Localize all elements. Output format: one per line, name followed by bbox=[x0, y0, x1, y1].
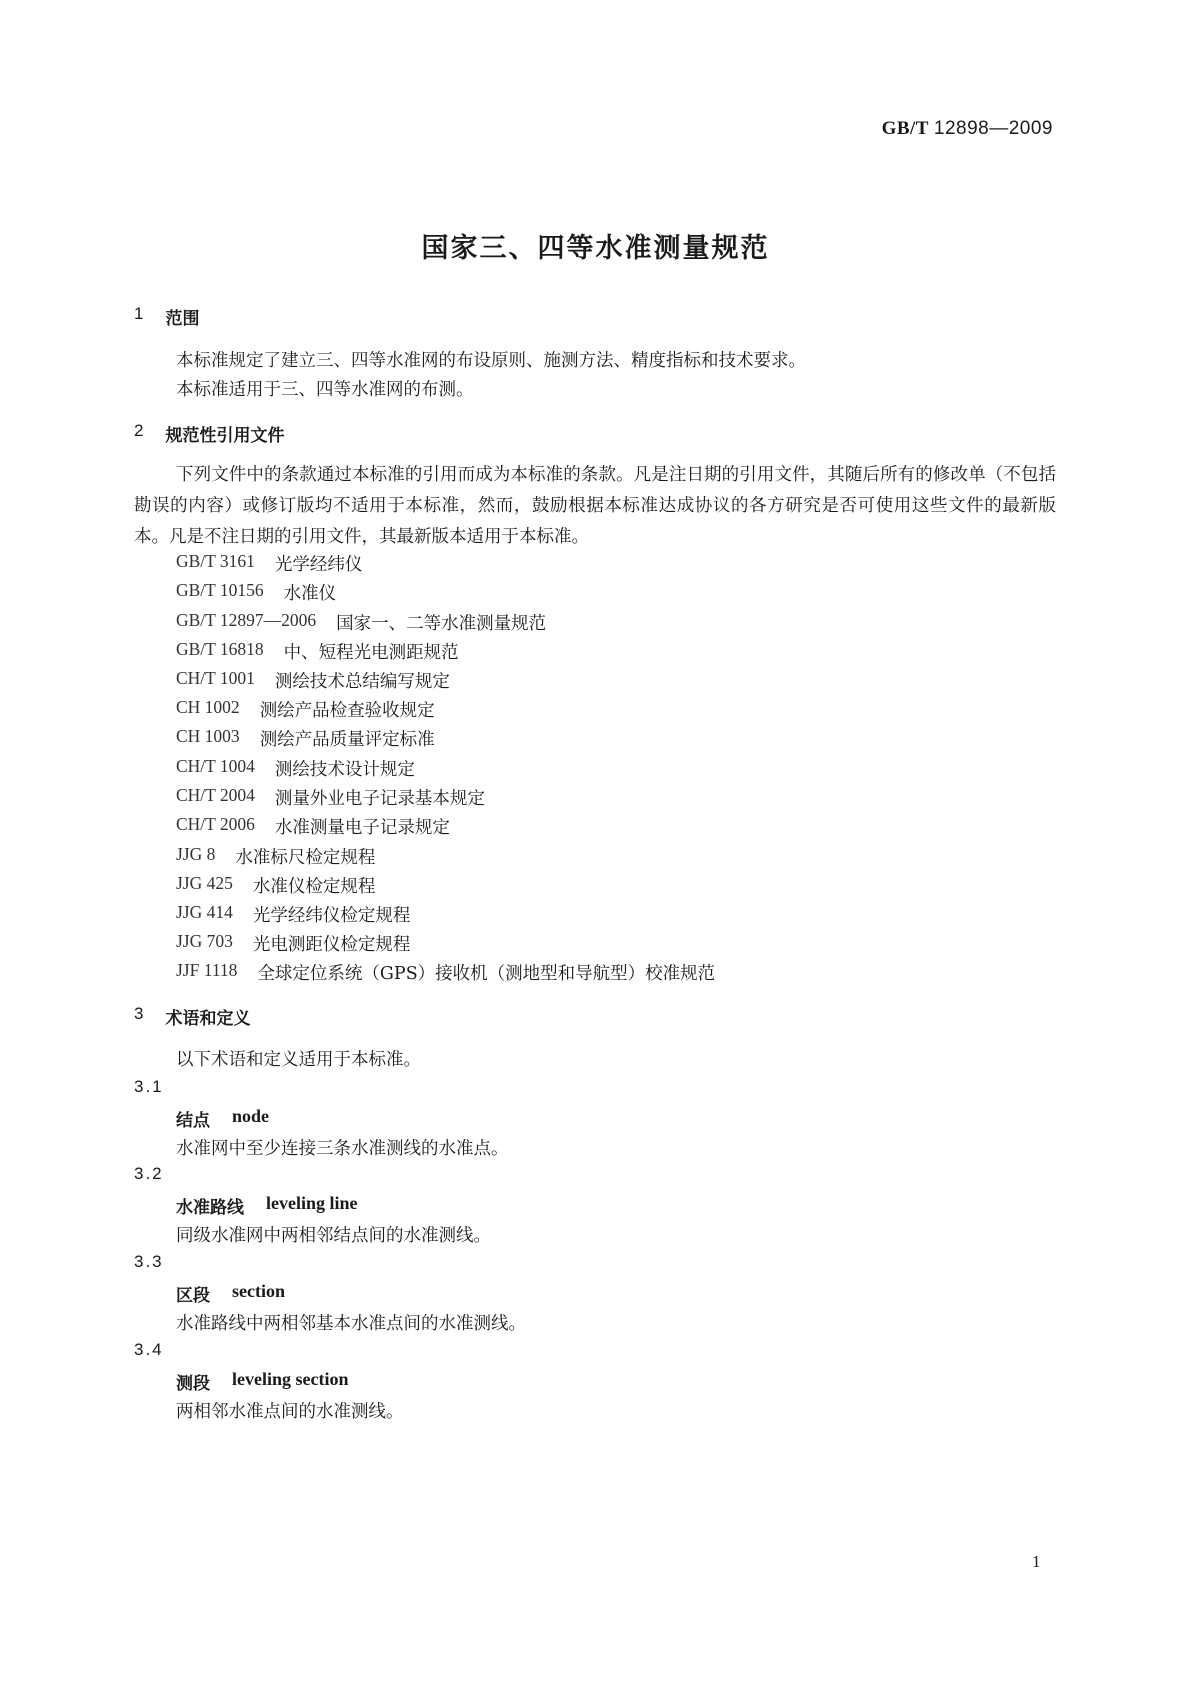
reference-code: CH/T 2006 bbox=[176, 814, 255, 834]
standard-code bbox=[882, 118, 1053, 140]
term-english: leveling section bbox=[232, 1369, 349, 1389]
term-english: section bbox=[232, 1281, 285, 1301]
reference-item bbox=[176, 668, 450, 693]
reference-item bbox=[176, 814, 450, 839]
term-heading bbox=[176, 1281, 285, 1306]
reference-code: CH 1003 bbox=[176, 726, 240, 746]
term-heading bbox=[176, 1369, 348, 1394]
reference-item bbox=[176, 931, 410, 956]
reference-item bbox=[176, 756, 415, 781]
reference-item bbox=[176, 785, 485, 810]
section-number: 2 bbox=[134, 421, 144, 440]
reference-item bbox=[176, 639, 459, 664]
term-english: leveling line bbox=[266, 1193, 358, 1213]
term-heading bbox=[176, 1193, 358, 1218]
reference-title: 水准标尺检定规程 bbox=[235, 848, 376, 868]
reference-code: GB/T 10156 bbox=[176, 580, 264, 600]
section-number: 3 bbox=[134, 1004, 144, 1023]
section-number: 1 bbox=[134, 304, 144, 323]
term-chinese: 结点 bbox=[176, 1111, 210, 1131]
reference-title: 水准仪检定规程 bbox=[252, 877, 376, 897]
section-heading-normative bbox=[134, 421, 284, 446]
scope-paragraph-1: 本标准规定了建立三、四等水准网的布设原则、施测方法、精度指标和技术要求。 bbox=[176, 351, 806, 371]
page-number: 1 bbox=[1032, 1552, 1041, 1571]
reference-item bbox=[176, 551, 362, 576]
standard-prefix: GB/T bbox=[881, 118, 929, 139]
reference-title: 测绘技术总结编写规定 bbox=[274, 672, 450, 692]
reference-code: GB/T 3161 bbox=[176, 551, 255, 571]
reference-title: 光学经纬仪 bbox=[274, 555, 363, 575]
reference-code: GB/T 16818 bbox=[176, 639, 264, 659]
reference-code: JJF 1118 bbox=[176, 960, 238, 980]
section-heading-scope bbox=[134, 304, 199, 329]
term-definition: 水准路线中两相邻基本水准点间的水准测线。 bbox=[176, 1314, 526, 1334]
reference-item bbox=[176, 610, 546, 635]
reference-code: CH 1002 bbox=[176, 697, 240, 717]
reference-code: CH/T 1001 bbox=[176, 668, 255, 688]
term-chinese: 测段 bbox=[176, 1374, 210, 1394]
reference-item bbox=[176, 697, 435, 722]
reference-code: GB/T 12897—2006 bbox=[176, 610, 317, 630]
section-title: 术语和定义 bbox=[165, 1009, 251, 1029]
section-title: 规范性引用文件 bbox=[165, 426, 285, 446]
reference-title: 水准测量电子记录规定 bbox=[274, 818, 450, 838]
term-definition: 两相邻水准点间的水准测线。 bbox=[176, 1402, 404, 1422]
reference-title: 测量外业电子记录基本规定 bbox=[274, 789, 485, 809]
reference-title: 测绘产品质量评定标准 bbox=[259, 730, 435, 750]
reference-title: 测绘产品检查验收规定 bbox=[259, 701, 435, 721]
reference-code: CH/T 1004 bbox=[176, 756, 255, 776]
reference-title: 水准仪 bbox=[283, 584, 337, 604]
term-chinese: 区段 bbox=[176, 1286, 210, 1306]
reference-title: 国家一、二等水准测量规范 bbox=[336, 614, 547, 634]
standard-number: 12898—2009 bbox=[933, 118, 1053, 139]
section-heading-terms bbox=[134, 1004, 250, 1029]
reference-code: JJG 425 bbox=[176, 873, 233, 893]
term-english: node bbox=[232, 1106, 270, 1126]
document-title: 国家三、四等水准测量规范 bbox=[421, 233, 770, 264]
term-number: 3.4 bbox=[134, 1340, 164, 1359]
reference-code: CH/T 2004 bbox=[176, 785, 255, 805]
term-definition: 同级水准网中两相邻结点间的水准测线。 bbox=[176, 1226, 491, 1246]
term-definition: 水准网中至少连接三条水准测线的水准点。 bbox=[176, 1139, 509, 1159]
normative-intro-paragraph: 下列文件中的条款通过本标准的引用而成为本标准的条款。凡是注日期的引用文件，其随后所有的修改单（不包括勘误的内容）或修订版均不适用于本标准，然而，鼓励根据本标准达成协议的各方研究是否可使用这些文件的最新版本。凡是不注日期的引用文件，其最新版本适用于本标准。 bbox=[134, 465, 1056, 547]
terms-intro: 以下术语和定义适用于本标准。 bbox=[176, 1050, 421, 1070]
reference-item bbox=[176, 580, 336, 605]
reference-item bbox=[176, 844, 375, 869]
reference-title: 光电测距仪检定规程 bbox=[252, 935, 411, 955]
reference-code: JJG 703 bbox=[176, 931, 233, 951]
scope-paragraph-2: 本标准适用于三、四等水准网的布测。 bbox=[176, 380, 474, 400]
reference-title: 中、短程光电测距规范 bbox=[283, 643, 459, 663]
term-number: 3.2 bbox=[134, 1164, 164, 1183]
reference-item bbox=[176, 960, 715, 985]
term-heading bbox=[176, 1106, 269, 1131]
reference-title: 测绘技术设计规定 bbox=[274, 760, 415, 780]
reference-title: 全球定位系统（GPS）接收机（测地型和导航型）校准规范 bbox=[257, 964, 716, 984]
reference-item bbox=[176, 726, 435, 751]
reference-code: JJG 8 bbox=[176, 844, 216, 864]
reference-title: 光学经纬仪检定规程 bbox=[252, 906, 411, 926]
reference-item bbox=[176, 902, 410, 927]
term-number: 3.3 bbox=[134, 1252, 164, 1271]
term-number: 3.1 bbox=[134, 1077, 164, 1096]
term-chinese: 水准路线 bbox=[176, 1198, 244, 1218]
reference-item bbox=[176, 873, 375, 898]
section-title: 范围 bbox=[165, 309, 200, 329]
reference-code: JJG 414 bbox=[176, 902, 233, 922]
